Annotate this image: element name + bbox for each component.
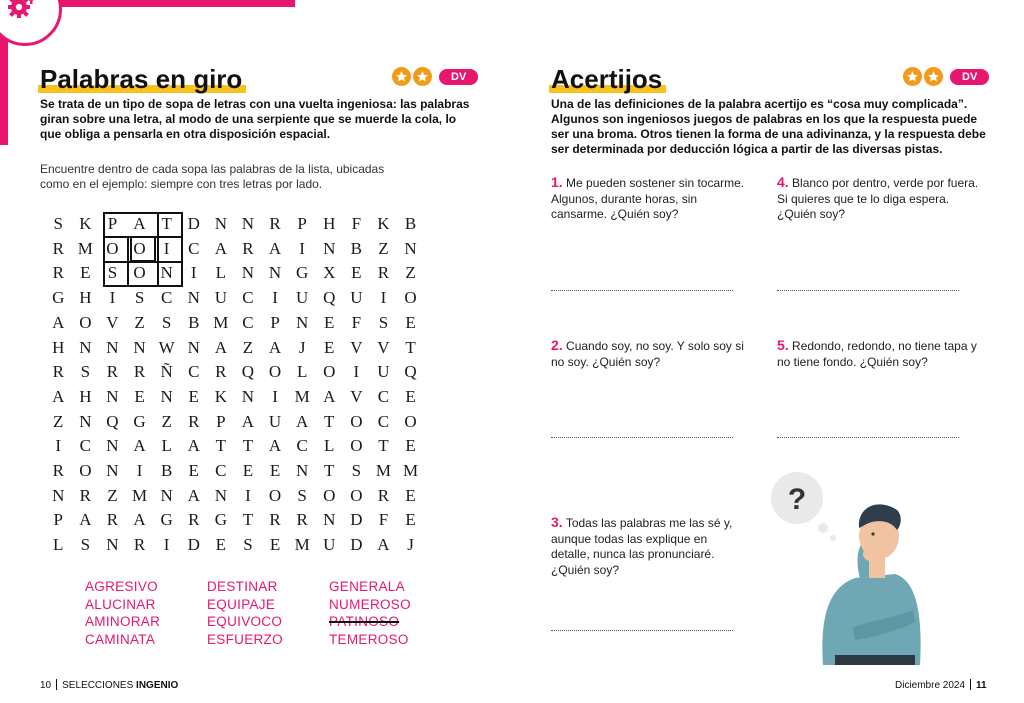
grid-letter: C (377, 386, 390, 406)
grid-letter: A (268, 238, 282, 258)
grid-letter: S (161, 312, 172, 332)
grid-letter: R (188, 411, 200, 431)
grid-letter: I (272, 288, 278, 308)
grid-letter: A (187, 436, 200, 456)
grid-letter: R (106, 510, 119, 530)
right-page-title: Acertijos (551, 64, 662, 94)
grid-letter: A (52, 386, 65, 406)
grid-letter: O (350, 485, 363, 505)
grid-letter: S (107, 263, 118, 283)
grid-letter: E (269, 535, 281, 555)
grid-letter: E (242, 461, 254, 480)
grid-letter: U (377, 362, 390, 382)
grid-letter: V (377, 337, 390, 357)
grid-letter: E (324, 312, 335, 332)
grid-letter: Q (404, 362, 417, 382)
grid-letter: R (296, 510, 308, 530)
grid-letter: G (160, 510, 173, 530)
answer-line-5[interactable] (777, 437, 959, 438)
riddle-4: 4. Blanco por dentro, verde por fuera. Si quieres que te lo diga espera. ¿Quién soy? (777, 174, 979, 221)
grid-letter: N (79, 337, 92, 357)
grid-letter: O (350, 436, 363, 456)
publication-brand: INGENIO (136, 680, 179, 691)
grid-letter: R (52, 263, 64, 283)
grid-letter: C (188, 238, 200, 258)
grid-letter: N (133, 337, 146, 357)
grid-letter: R (269, 510, 281, 530)
grid-letter: E (405, 510, 416, 530)
grid-letter: T (242, 436, 254, 456)
grid-letter: E (324, 337, 335, 357)
word-list-item: DESTINAR (207, 579, 278, 594)
grid-letter: A (296, 411, 309, 431)
grid-letter: N (160, 386, 173, 406)
grid-letter: P (297, 214, 307, 233)
grid-letter: H (323, 214, 336, 233)
grid-letter: A (133, 510, 146, 530)
grid-letter: F (378, 510, 389, 530)
grid-letter: I (380, 288, 387, 308)
grid-letter: Z (161, 411, 172, 431)
grid-letter: V (350, 337, 363, 357)
grid-letter: L (296, 362, 308, 382)
grid-letter: B (350, 238, 363, 258)
grid-letter: D (187, 535, 200, 555)
word-list-item: EQUIVOCO (207, 614, 283, 629)
grid-letter: R (106, 362, 119, 382)
publication-name: SELECCIONES (62, 680, 134, 691)
grid-letter: D (350, 510, 363, 530)
grid-letter: H (52, 337, 65, 357)
grid-letter: R (377, 263, 390, 283)
grid-letter: A (214, 337, 227, 357)
grid-letter: A (79, 510, 92, 530)
grid-letter: R (133, 362, 146, 382)
grid-letter: E (405, 386, 416, 406)
grid-letter: N (214, 214, 227, 233)
word-list-item: ALUCINAR (85, 596, 156, 612)
star-icon (903, 67, 922, 86)
grid-letter: E (188, 461, 199, 480)
difficulty-rating (903, 67, 989, 86)
grid-letter: O (268, 485, 282, 505)
grid-letter: O (404, 288, 417, 308)
page-number-left: 10 (40, 680, 52, 691)
grid-letter: O (133, 263, 146, 283)
grid-letter: E (269, 461, 281, 480)
grid-letter: Z (242, 337, 254, 357)
grid-letter: Z (107, 485, 118, 505)
grid-letter: R (133, 535, 146, 555)
grid-letter: A (133, 214, 146, 233)
grid-letter: E (351, 263, 362, 283)
word-list-item: CAMINATA (85, 631, 156, 647)
question-mark: ? (787, 483, 807, 516)
grid-letter: F (351, 214, 362, 233)
answer-line-2[interactable] (551, 437, 733, 438)
grid-letter: L (215, 263, 227, 283)
grid-letter: O (404, 411, 417, 431)
grid-letter: I (272, 386, 278, 406)
grid-letter: T (161, 214, 172, 233)
grid-letter: O (133, 238, 146, 258)
grid-letter: N (106, 337, 119, 357)
grid-letter: H (79, 288, 92, 308)
grid-letter: Z (405, 263, 416, 283)
grid-letter: A (377, 535, 390, 555)
grid-letter: E (188, 386, 199, 406)
grid-letter: N (241, 214, 255, 233)
grid-letter: M (402, 461, 419, 480)
grid-letter: K (214, 386, 227, 406)
grid-letter: B (160, 461, 173, 480)
grid-letter: U (323, 535, 336, 555)
grid-letter: B (188, 312, 200, 332)
grid-letter: L (161, 436, 172, 456)
grid-letter: T (378, 436, 389, 456)
grid-letter: E (134, 386, 145, 406)
grid-letter: I (299, 238, 305, 258)
grid-letter: C (160, 288, 173, 308)
grid-letter: R (52, 461, 64, 480)
grid-letter: N (106, 436, 119, 456)
grid-letter: Q (323, 288, 336, 308)
grid-letter: N (106, 461, 119, 480)
grid-letter: S (351, 461, 362, 480)
grid-letter: U (268, 411, 282, 431)
grid-letter: N (214, 485, 227, 505)
star-icon (924, 67, 943, 86)
grid-letter: Z (134, 312, 145, 332)
grid-letter: O (79, 312, 92, 332)
grid-letter: W (158, 337, 175, 357)
grid-letter: E (80, 263, 91, 283)
grid-letter: O (323, 362, 336, 382)
left-page-title: Palabras en giro (40, 64, 242, 94)
grid-letter: A (241, 411, 255, 431)
answer-line-1[interactable] (551, 290, 733, 291)
grid-letter: I (109, 288, 116, 308)
difficulty-badge: DV (439, 69, 478, 85)
grid-letter: O (106, 238, 119, 258)
grid-letter: G (133, 411, 146, 431)
grid-letter: E (405, 312, 416, 332)
grid-letter: O (323, 485, 336, 505)
star-icon (392, 67, 411, 86)
grid-letter: U (214, 288, 227, 308)
grid-letter: R (79, 485, 92, 505)
word-list-item: NUMEROSO (329, 596, 411, 612)
grid-letter: V (350, 386, 363, 406)
grid-letter: C (79, 436, 92, 456)
grid-letter: A (214, 238, 227, 258)
grid-letter: T (405, 337, 416, 357)
grid-letter: V (106, 312, 119, 332)
grid-letter: C (215, 461, 227, 480)
grid-letter: T (242, 510, 254, 530)
grid-letter: B (404, 214, 417, 233)
riddle-3: 3. Todas las palabras me las sé y, aunque todas las explique en detalle, nunca las pronunciaré. ¿Quién soy? (551, 514, 733, 577)
grid-letter: P (270, 312, 280, 332)
grid-letter: S (134, 288, 145, 308)
difficulty-rating (392, 67, 478, 86)
grid-letter: R (269, 214, 281, 233)
word-list-item: AMINORAR (85, 614, 161, 629)
right-intro: Una de las definiciones de la palabra acertijo es “cosa muy complicada”. Algunos son ingeniosos juegos de palabras en los que la respuesta puede ser una broma. Otros tienen la forma de una adivinanza, y la respuesta debe ser determinada por deducción lógica a partir de las diversas pistas. (551, 97, 986, 156)
grid-letter: N (404, 238, 417, 258)
grid-letter: M (294, 386, 310, 406)
grid-letter: K (79, 214, 92, 233)
section-badge (0, 0, 62, 46)
grid-letter: N (241, 386, 255, 406)
grid-letter: S (378, 312, 389, 332)
grid-letter: N (52, 485, 65, 505)
grid-letter: P (216, 411, 226, 431)
grid-letter: D (350, 535, 363, 555)
grid-letter: R (52, 362, 64, 382)
grid-letter: N (268, 263, 282, 283)
grid-letter: N (296, 312, 309, 332)
grid-letter: P (53, 510, 63, 530)
grid-letter: I (245, 485, 251, 505)
word-list-item: PATINOSO (329, 614, 400, 629)
grid-letter: U (350, 288, 363, 308)
grid-letter: L (53, 535, 64, 555)
grid-letter: Z (378, 238, 389, 258)
grid-letter: J (298, 337, 306, 357)
grid-letter: N (106, 386, 119, 406)
grid-letter: X (323, 263, 336, 283)
word-list-item: AGRESIVO (85, 579, 158, 594)
grid-letter: P (107, 214, 118, 233)
grid-letter: N (160, 485, 173, 505)
star-icon (413, 67, 432, 86)
grid-letter: E (405, 436, 416, 456)
grid-letter: N (323, 238, 336, 258)
grid-letter: M (375, 461, 391, 480)
grid-letter: R (242, 238, 254, 258)
answer-line-3[interactable] (551, 630, 733, 631)
word-list-item: TEMEROSO (329, 631, 409, 647)
grid-letter: N (187, 337, 200, 357)
grid-letter: L (324, 436, 335, 456)
grid-letter: C (188, 362, 200, 382)
grid-letter: R (52, 238, 64, 258)
grid-letter: N (296, 461, 309, 480)
gears-icon (5, 0, 41, 23)
grid-letter: C (296, 436, 308, 456)
grid-letter: N (160, 263, 173, 283)
grid-letter: M (294, 535, 310, 555)
grid-letter: A (268, 436, 282, 456)
grid-letter: T (324, 411, 335, 431)
grid-letter: C (377, 411, 390, 431)
word-list (85, 578, 451, 648)
word-list-item: EQUIPAJE (207, 596, 276, 612)
grid-letter: R (188, 510, 200, 530)
grid-letter: M (213, 312, 229, 332)
issue-date: Diciembre 2024 (895, 680, 966, 691)
grid-letter: A (323, 386, 336, 406)
grid-letter: R (215, 362, 227, 382)
grid-letter: I (353, 362, 360, 382)
footer-left (40, 679, 178, 691)
grid-letter: M (77, 238, 93, 258)
grid-letter: O (268, 362, 282, 382)
grid-letter: I (136, 461, 143, 480)
grid-letter: Q (241, 362, 255, 382)
footer-right (895, 679, 987, 691)
grid-letter: E (215, 535, 227, 555)
word-list-item: GENERALA (329, 579, 405, 594)
grid-letter: R (377, 485, 390, 505)
grid-letter: M (131, 485, 148, 505)
grid-letter: S (80, 362, 91, 382)
grid-letter: I (190, 263, 197, 283)
grid-letter: O (350, 411, 363, 431)
grid-letter: U (296, 288, 309, 308)
grid-letter: C (242, 288, 254, 308)
grid-letter: I (163, 535, 170, 555)
grid-letter: A (187, 485, 200, 505)
grid-letter: N (187, 288, 200, 308)
grid-letter: G (214, 510, 227, 530)
grid-letter: S (297, 485, 307, 505)
grid-letter: I (55, 436, 62, 456)
grid-letter: Ñ (160, 362, 173, 382)
grid-letter: F (351, 312, 362, 332)
grid-letter: G (52, 288, 65, 308)
word-list-item: ESFUERZO (207, 631, 283, 647)
grid-letter: A (268, 337, 282, 357)
grid-letter: D (187, 214, 200, 233)
grid-letter: S (80, 535, 91, 555)
grid-letter: O (79, 461, 92, 480)
grid-letter: N (241, 263, 255, 283)
page-number-right: 11 (976, 680, 987, 691)
grid-letter: G (296, 263, 309, 283)
riddle-2: 2. Cuando soy, no soy. Y solo soy si no soy. ¿Quién soy? (551, 337, 744, 369)
riddle-5: 5. Redondo, redondo, no tiene tapa y no tiene fondo. ¿Quién soy? (777, 337, 977, 369)
grid-letter: N (106, 535, 119, 555)
riddle-1: 1. Me pueden sostener sin tocarme. Algunos, durante horas, sin cansarme. ¿Quién soy? (551, 174, 745, 221)
grid-letter: Q (106, 411, 119, 431)
grid-letter: A (133, 436, 146, 456)
difficulty-badge: DV (950, 69, 989, 85)
grid-letter: H (79, 386, 92, 406)
grid-letter: T (324, 461, 335, 480)
thinking-man-illustration (765, 470, 930, 665)
answer-line-4[interactable] (777, 290, 959, 291)
grid-letter: J (407, 535, 414, 555)
grid-letter: T (215, 436, 227, 456)
grid-letter: S (53, 214, 63, 233)
grid-letter: N (323, 510, 336, 530)
grid-letter: E (405, 485, 416, 505)
left-intro: Se trata de un tipo de sopa de letras con una vuelta ingeniosa: las palabras giran sobre una letra, al modo de una serpiente que se muerde la cola, lo que obliga a pensarla en otra disposición espacial. (40, 97, 470, 141)
left-instructions: Encuentre dentro de cada sopa las palabras de la lista, ubicadas como en el ejemplo: siempre con tres letras por lado. (40, 162, 385, 191)
grid-letter: I (163, 238, 170, 258)
grid-letter: K (377, 214, 390, 233)
grid-letter: N (79, 411, 92, 431)
grid-letter: Z (53, 411, 64, 431)
grid-letter: S (243, 535, 253, 555)
grid-letter: C (242, 312, 254, 332)
grid-letter: A (52, 312, 65, 332)
